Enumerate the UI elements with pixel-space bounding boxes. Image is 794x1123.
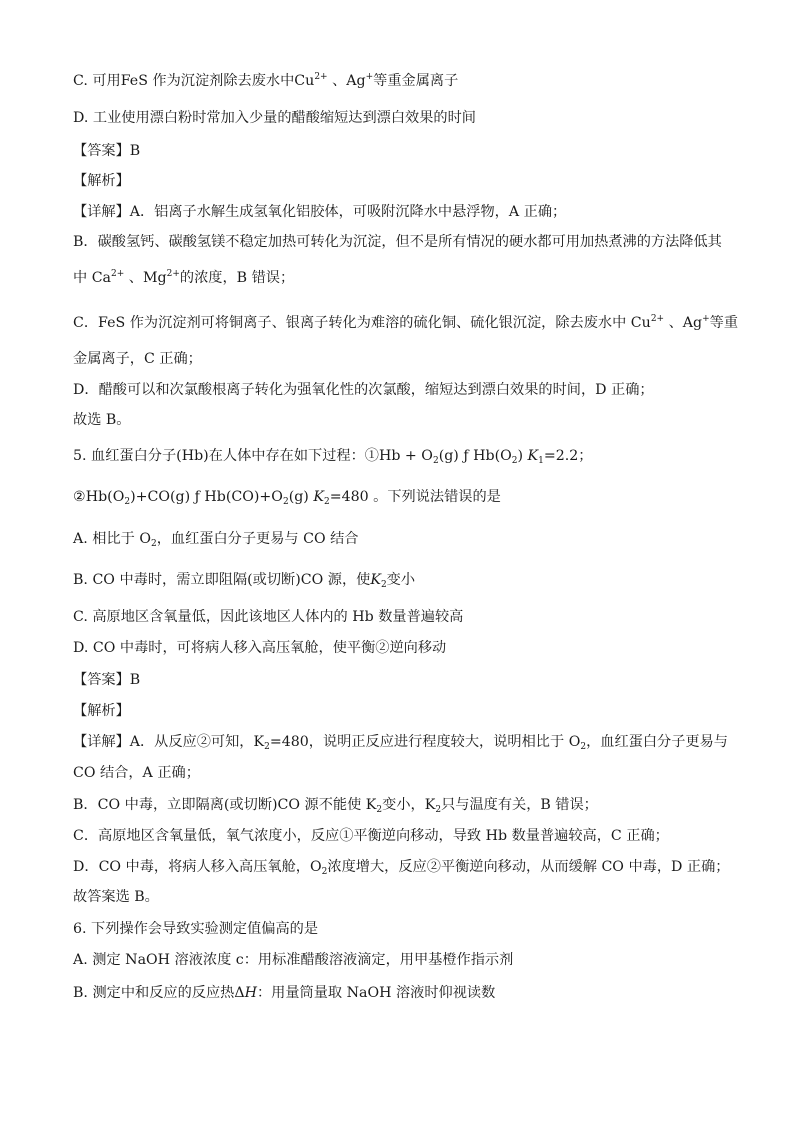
q4-answer: 【答案】B — [73, 143, 141, 159]
q5-detail-a-line2: CO 结合，A 正确； — [73, 765, 200, 781]
q5-stem-line2: $②Hb(O_2)+CO(g)$ ƒ $Hb(CO)+O_2(g)$ $K_2=480$ 。下列说法错误的是 — [73, 489, 501, 507]
q5-answer: 【答案】B — [73, 672, 141, 688]
q5-option-b: B. CO 中毒时，需立即阻隔(或切断)CO 源，使$K_2$变小 — [73, 572, 416, 590]
q5-detail-b: B．CO 中毒，立即隔离(或切断)CO 源不能使 $K_2$变小，$K_2$只与温度有关，B 错误； — [73, 797, 598, 815]
q5-option-d: D. CO 中毒时，可将病人移入高压氧舱，使平衡②逆向移动 — [73, 640, 447, 656]
q6-option-b: B. 测定中和反应的反应热ΔH：用量筒量取 NaOH 溶液时仰视读数 — [73, 985, 496, 1001]
q5-detail-a-line1: 【详解】A．从反应②可知，$K_2=480$，说明正反应进行程度较大，说明相比于 $O_2$，血红蛋白分子更易与 — [73, 734, 728, 752]
q4-option-d: D. 工业使用漂白粉时常加入少量的醋酸缩短达到漂白效果的时间 — [73, 110, 476, 126]
q6-option-a: A. 测定 NaOH 溶液浓度 c：用标准醋酸溶液滴定，用甲基橙作指示剂 — [73, 952, 514, 968]
q4-detail-a: 【详解】A．铝离子水解生成氢氧化铝胶体，可吸附沉降水中悬浮物，A 正确； — [73, 204, 567, 220]
q4-analysis-heading: 【解析】 — [73, 173, 130, 189]
q4-option-c: C. 可用FeS 作为沉淀剂除去废水中$Cu^{2+}$ 、Ag+等重金属离子 — [73, 72, 459, 89]
q5-detail-d: D．CO 中毒，将病人移入高压氧舱，$O_2$浓度增大，反应②平衡逆向移动，从而缓解 CO 中毒，D 正确； — [73, 859, 730, 877]
q4-detail-b-line1: B．碳酸氢钙、碳酸氢镁不稳定加热可转化为沉淀，但不是所有情况的硬水都可用加热煮沸的方法降低其 — [73, 234, 722, 250]
q5-analysis-heading: 【解析】 — [73, 703, 130, 719]
q5-option-c: C. 高原地区含氧量低，因此该地区人体内的 Hb 数量普遍较高 — [73, 609, 464, 625]
q4-detail-c-line2: 金属离子，C 正确； — [73, 351, 202, 367]
q5-conclusion: 故答案选 B。 — [73, 889, 159, 905]
q5-detail-c: C．高原地区含氧量低，氧气浓度小，反应①平衡逆向移动，导致 Hb 数量普遍较高，C 正确； — [73, 828, 669, 844]
q6-stem: 6. 下列操作会导致实验测定值偏高的是 — [73, 921, 319, 937]
q4-detail-b-line2: 中 $Ca^{2+}$ 、$Mg^{2+}$的浓度，B 错误； — [73, 269, 295, 286]
q5-option-a: A. 相比于 $O_2$，血红蛋白分子更易与 CO 结合 — [73, 531, 359, 549]
q4-detail-c-line1: C．FeS 作为沉淀剂可将铜离子、银离子转化为难溶的硫化铜、硫化银沉淀，除去废水中 $Cu^{2+}$ 、Ag+等重 — [73, 314, 739, 331]
q4-conclusion: 故选 B。 — [73, 412, 131, 428]
q5-stem-line1: 5. 血红蛋白分子(Hb)在人体中存在如下过程：①Hb + $O_2(g)$ ƒ $Hb(O_2)$ $K_1=2.2$； — [73, 448, 593, 466]
q4-detail-d: D．醋酸可以和次氯酸根离子转化为强氧化性的次氯酸，缩短达到漂白效果的时间，D 正确； — [73, 382, 654, 398]
